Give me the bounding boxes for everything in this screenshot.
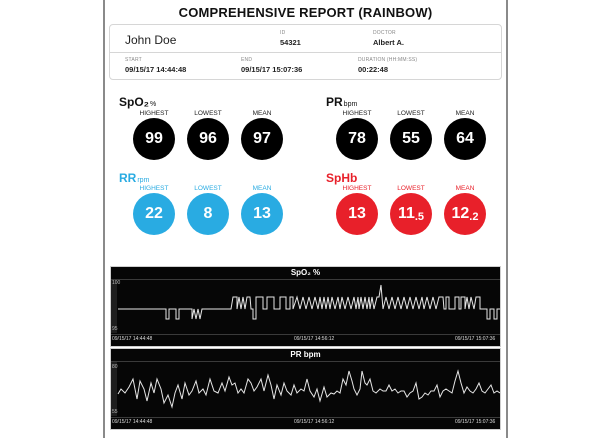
sphb-highest-value: 13 (336, 193, 378, 235)
spo2-highest-label: HIGHEST (139, 110, 169, 117)
report-title: COMPREHENSIVE REPORT (RAINBOW) (178, 5, 433, 20)
sphb-title: SpHb (326, 171, 358, 185)
pr-x-tick-start: 09/15/17 14:44:48 (112, 419, 153, 425)
sphb-mean-label: MEAN (455, 185, 475, 192)
doctor-value: Albert A. (373, 38, 404, 47)
spo2-chart-title: SpO₂ % (290, 268, 321, 277)
end-cell (241, 57, 302, 74)
pr-trend-chart (110, 348, 501, 430)
pr-mean-label: MEAN (455, 110, 475, 117)
doctor-label: DOCTOR (373, 30, 396, 36)
spo2-y-min: 95 (112, 326, 118, 332)
patient-info-card (109, 24, 502, 80)
pr-y-max: 80 (112, 364, 118, 370)
rr-mean-value: 13 (241, 193, 283, 235)
patient-id-cell (280, 30, 301, 47)
spo2-y-max: 100 (112, 280, 121, 286)
patient-id-label: ID (280, 30, 286, 36)
end-label: END (241, 57, 253, 63)
pr-lowest-label: LOWEST (397, 110, 425, 117)
spo2-lowest-label: LOWEST (194, 110, 222, 117)
start-value: 09/15/17 14:44:48 (125, 65, 187, 74)
rr-highest-value: 22 (133, 193, 175, 235)
pr-mean-value: 64 (444, 118, 486, 160)
spo2-highest-value: 99 (133, 118, 175, 160)
spo2-trend-line (111, 267, 500, 346)
pr-highest-value: 78 (336, 118, 378, 160)
pr-chart-title: PR bpm (290, 350, 321, 359)
spo2-trend-chart (110, 266, 501, 347)
rr-highest-label: HIGHEST (139, 185, 169, 192)
sphb-lowest-label: LOWEST (397, 185, 425, 192)
pr-trend-line (111, 349, 500, 429)
start-cell (125, 57, 186, 74)
info-divider (110, 52, 501, 53)
doctor-cell (373, 30, 404, 47)
spo2-lowest-value: 96 (187, 118, 229, 160)
pr-title: PRbpm (326, 95, 358, 109)
end-value: 09/15/17 15:07:36 (241, 65, 303, 74)
report-frame (103, 0, 508, 438)
spo2-mean-value: 97 (241, 118, 283, 160)
sphb-lowest-value: 11 .5 (390, 193, 432, 235)
start-label: START (125, 57, 142, 63)
sphb-mean-value: 12 .2 (444, 193, 486, 235)
sphb-highest-label: HIGHEST (342, 185, 372, 192)
duration-value: 00:22:48 (358, 65, 389, 74)
patient-id-value: 54321 (280, 38, 301, 47)
spo2-x-tick-mid: 09/15/17 14:56:12 (294, 336, 335, 342)
rr-lowest-value: 8 (187, 193, 229, 235)
patient-name: John Doe (125, 33, 177, 47)
spo2-title: SpO₂% (119, 95, 157, 109)
pr-x-tick-end: 09/15/17 15:07:36 (455, 419, 496, 425)
pr-lowest-value: 55 (390, 118, 432, 160)
spo2-x-tick-start: 09/15/17 14:44:48 (112, 336, 153, 342)
duration-label: DURATION (HH:MM:SS) (358, 57, 418, 63)
spo2-mean-label: MEAN (252, 110, 272, 117)
pr-x-tick-mid: 09/15/17 14:56:12 (294, 419, 335, 425)
duration-cell (358, 57, 417, 74)
spo2-x-tick-end: 09/15/17 15:07:36 (455, 336, 496, 342)
rr-lowest-label: LOWEST (194, 185, 222, 192)
pr-y-min: 55 (112, 409, 118, 415)
rr-mean-label: MEAN (252, 185, 272, 192)
rr-title: RRrpm (119, 171, 150, 185)
pr-highest-label: HIGHEST (342, 110, 372, 117)
